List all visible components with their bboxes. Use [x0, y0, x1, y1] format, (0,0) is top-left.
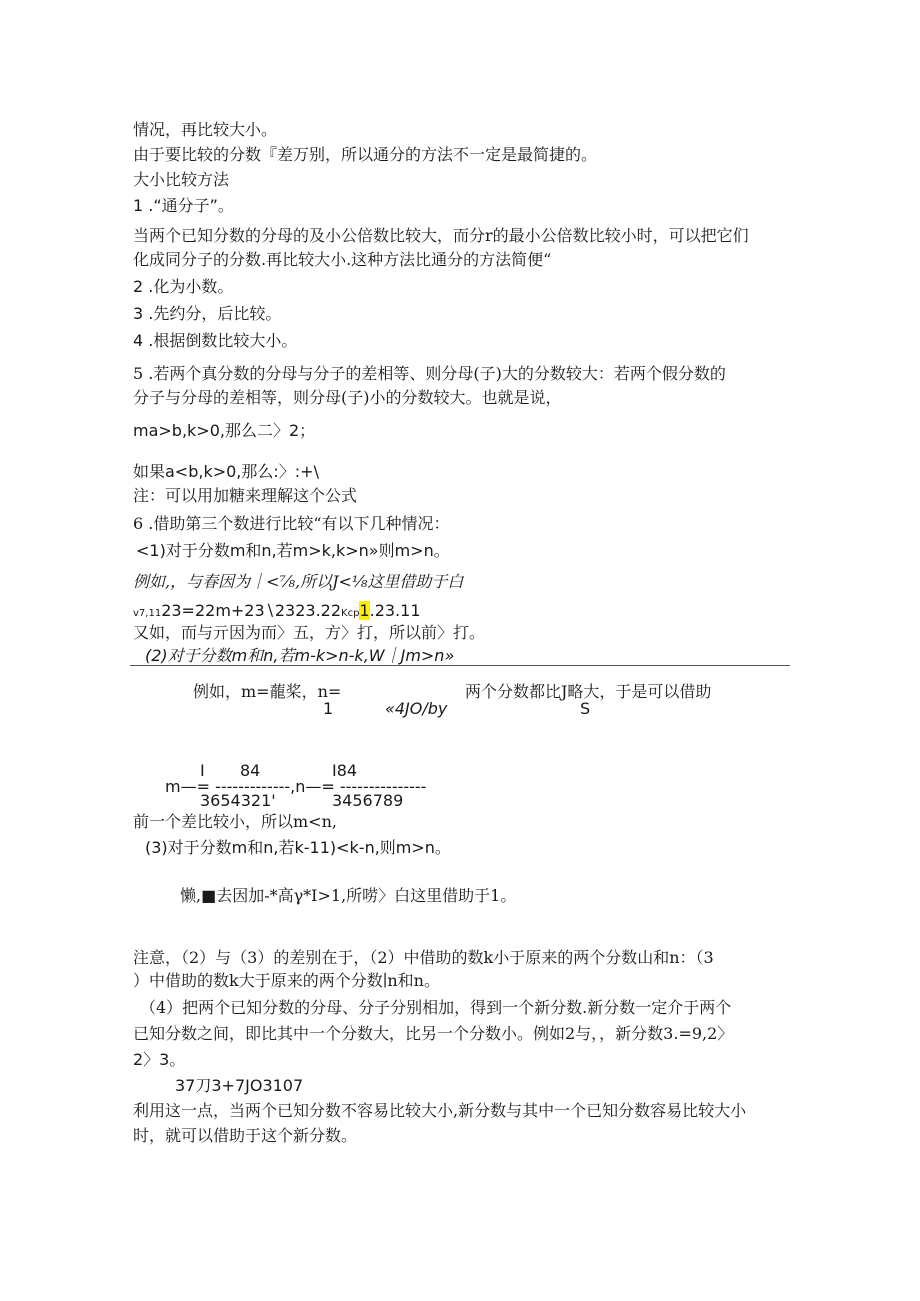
list-item: 3 .先约分，后比较。 — [133, 304, 282, 323]
text-line: ）中借助的数k大于原来的两个分数∣n和n。 — [133, 971, 440, 990]
note-line: 注：可以用加糖来理解这个公式 — [133, 486, 358, 505]
formula-fragment: S — [580, 699, 591, 718]
list-item: 4 .根据倒数比较大小。 — [133, 331, 298, 350]
formula-fragment: «4JO∕by — [385, 699, 448, 718]
highlighted-fragment: 1 — [359, 601, 370, 620]
formula-fragment: v7,11 — [133, 608, 162, 619]
fraction-line: m—= -------------,n—= --------------- — [165, 777, 427, 796]
note-line: 注意，（2）与（3）的差别在于，（2）中借助的数k小于原来的两个分数山和n：（3 — [133, 948, 714, 967]
list-item: 2 .化为小数。 — [133, 277, 234, 296]
divider — [130, 665, 790, 666]
section-heading: 大小比较方法 — [133, 170, 230, 189]
text-line: 2〉3。 — [133, 1050, 186, 1069]
denominator: 3456789 — [332, 791, 404, 810]
text-line: 时，就可以借助于这个新分数。 — [133, 1126, 358, 1145]
text-line: (2)对于分数m和n,若m-k>n-k,W｜Jm>n» — [145, 646, 455, 665]
list-item: （4）把两个已知分数的分母、分子分别相加，得到一个新分数.新分数一定介于两个 — [140, 998, 732, 1017]
formula-line: ma>b,k>0,那么二〉2； — [133, 421, 316, 440]
text-line: 化成同分子的分数.再比较大小.这种方法比通分的方法简便“ — [133, 250, 552, 269]
text-line: <1)对于分数m和n,若m>k,k>n»则m>n。 — [136, 541, 450, 560]
example-line: 两个分数都比J略大，于是可以借助 — [465, 682, 712, 701]
text-line: (3)对于分数m和n,若k-11)<k-n,则m>n。 — [145, 838, 451, 857]
text-line: 已知分数之间，即比其中一个分数大，比另一个分数小。例如2与，，新分数3.=9,2〉 — [133, 1024, 734, 1043]
example-line: 例如,，与春因为｜<⅞,所以J<⅛这里借助于白 — [133, 572, 464, 591]
numerator: 84 — [240, 761, 261, 780]
formula-fragment: Kcp — [341, 608, 360, 619]
numerator: I84 — [332, 761, 358, 780]
text-line: 由于要比较的分数『差万别，所以通分的方法不一定是最简捷的。 — [133, 145, 598, 164]
example-line: 懒,■去因加-*高γ*I>1,所唠〉白这里借助于1。 — [180, 886, 517, 905]
list-item: 1 .“通分子”。 — [133, 196, 234, 215]
denominator: 3654321' — [200, 791, 276, 810]
list-item: 5 .若两个真分数的分母与分子的差相等、则分母(子)大的分数较大：若两个假分数的 — [133, 364, 726, 383]
formula-fragment: 1 — [323, 699, 334, 718]
text-line: 当两个已知分数的分母的及小公倍数比较大，而分r的最小公倍数比较小时，可以把它们 — [133, 226, 749, 245]
text-line: 分子与分母的差相等，则分母(子)小的分数较大。也就是说， — [133, 388, 562, 407]
formula-fragment: 23=22m+23∖2323.22 — [161, 601, 342, 620]
text-line: 利用这一点，当两个已知分数不容易比较大小,新分数与其中一个已知分数容易比较大小 — [133, 1101, 747, 1120]
formula-line: 如果a<b,k>0,那么:〉:+\ — [133, 462, 319, 481]
example-line: 例如，m=蘢桨，n= — [193, 682, 342, 701]
text-line: 情况，再比较大小。 — [133, 120, 278, 139]
formula-fragment: .23.11 — [369, 601, 421, 620]
formula-line — [133, 601, 421, 624]
text-line: 又如，而与亓因为而〉五，方〉打，所以前〉打。 — [133, 623, 486, 642]
text-line: 前一个差比较小，所以m<n, — [133, 812, 337, 831]
formula-line: 37刀3+7JO3107 — [175, 1076, 304, 1095]
numerator: I — [200, 761, 205, 780]
list-item: 6 .借助第三个数进行比较“有以下几种情况： — [133, 514, 450, 533]
